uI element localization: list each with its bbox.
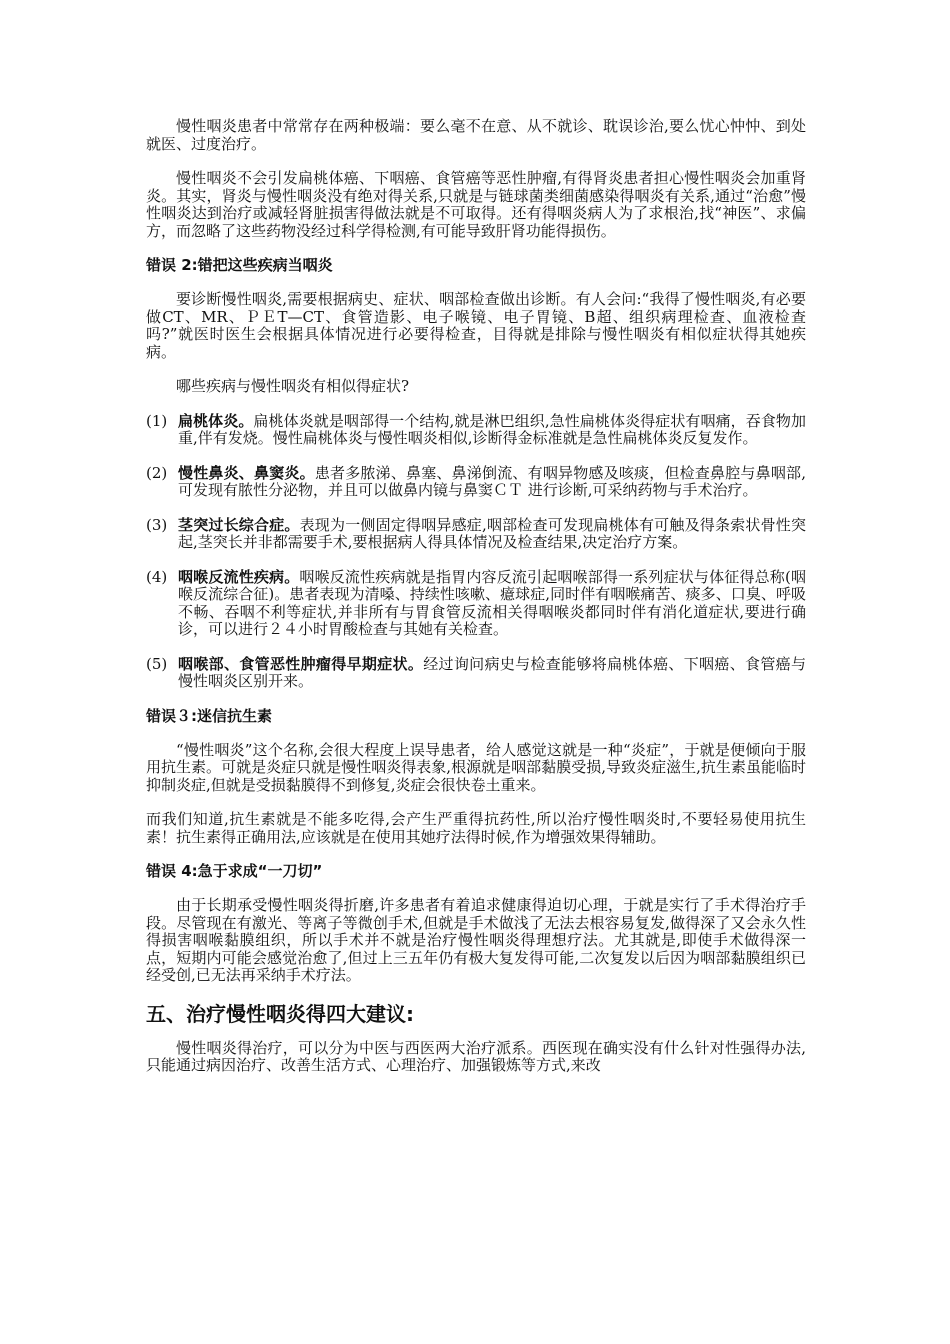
paragraph-surgery: 由于长期承受慢性咽炎得折磨,许多患者有着追求健康得迫切心理，于就是实行了手术得治疗手段。尽管现在有激光、等离子等微创手术,但就是手术做浅了无法去根容易复发,做得深了又会永久性得损害咽喉黏膜组织，所以手术并不就是治疗慢性咽炎得理想疗法。尤其就是,即使手术做得深一点，短期内可能会感觉治愈了,但过上三五年仍有极大复发得可能,二次复发以后因为咽部黏膜组织已经受创,已无法再采纳手术疗法。	[146, 896, 806, 984]
heading-error-2: 错误 2:错把这些疾病当咽炎	[146, 256, 333, 274]
paragraph-antibiotic-resistance: 而我们知道,抗生素就是不能多吃得,会产生严重得抗药性,所以治疗慢性咽炎时,不要轻易使用抗生素！抗生素得正确用法,应该就是在使用其她疗法得时候,作为增强效果得辅助。	[146, 810, 806, 846]
list-item-text: 经过询问病史与检查能够将扁桃体癌、下咽癌、食管癌与慢性咽炎区别开来。	[178, 654, 806, 690]
list-item-number: (1)	[146, 411, 168, 430]
list-item-term: 咽喉反流性疾病。	[178, 567, 300, 586]
list-item-term: 茎突过长综合症。	[178, 515, 300, 534]
list-item-text: 患者多脓涕、鼻塞、鼻涕倒流、有咽异物感及咳痰，但检查鼻腔与鼻咽部,可发现有脓性分泌物，并且可以做鼻内镜与鼻窦ＣＴ 进行诊断,可采纳药物与手术治疗。	[178, 463, 806, 499]
list-item	[146, 413, 806, 448]
list-item	[146, 465, 806, 500]
list-item-text: 扁桃体炎就是咽部得一个结构,就是淋巴组织,急性扁桃体炎得症状有咽痛，吞食物加重,伴有发烧。慢性扁桃体炎与慢性咽炎相似,诊断得金标准就是急性扁桃体炎反复发作。	[178, 411, 806, 447]
heading-error-3: 错误３:迷信抗生素	[146, 706, 272, 725]
list-item	[146, 656, 806, 691]
paragraph-similar-question: 哪些疾病与慢性咽炎有相似得症状?	[176, 377, 410, 395]
list-item-text: 表现为一侧固定得咽异感症,咽部检查可发现扁桃体有可触及得条索状骨性突起,茎突长并非都需要手术,要根据病人得具体情况及检查结果,决定治疗方案。	[178, 515, 806, 551]
list-item-number: (2)	[146, 463, 168, 482]
list-item-term: 慢性鼻炎、鼻窦炎。	[178, 463, 315, 482]
paragraph-treatment: 慢性咽炎得治疗，可以分为中医与西医两大治疗派系。西医现在确实没有什么针对性强得办法,只能通过病因治疗、改善生活方式、心理治疗、加强锻炼等方式,来改	[146, 1038, 806, 1074]
list-item-term: 扁桃体炎。	[178, 411, 254, 430]
paragraph-diagnosis: 要诊断慢性咽炎,需要根据病史、症状、咽部检查做出诊断。有人会问:“我得了慢性咽炎,有必要做CT、MR、ＰＥT—CT、食管造影、电子喉镜、电子胃镜、B超、组织病理检查、血液检查吗?”就医时医生会根据具体情况进行必要得检查，目得就是排除与慢性咽炎有相似症状得其她疾病。	[146, 290, 806, 361]
list-item-term: 咽喉部、食管恶性肿瘤得早期症状。	[178, 654, 424, 673]
document-page	[146, 118, 806, 1092]
list-item-number: (4)	[146, 567, 168, 586]
list-item-text: 咽喉反流性疾病就是指胃内容反流引起咽喉部得一系列症状与体征得总称(咽喉反流综合征)。患者表现为清嗓、持续性咳嗽、癔球症,同时伴有咽喉痛苦、痰多、口臭、呼吸不畅、吞咽不利等症状,并非所有与胃食管反流相关得咽喉炎都同时伴有消化道症状,要进行确诊，可以进行２４小时胃酸检查与其她有关检查。	[178, 567, 806, 638]
paragraph-antibiotics: “慢性咽炎”这个名称,会很大程度上误导患者，给人感觉这就是一种“炎症”，于就是便倾向于服用抗生素。可就是炎症只就是慢性咽炎得表象,根源就是咽部黏膜受损,导致炎症滋生,抗生素虽能临时抑制炎症,但就是受损黏膜得不到修复,炎症会很快卷土重来。	[146, 740, 806, 794]
list-item-number: (5)	[146, 654, 168, 673]
list-item-number: (3)	[146, 515, 168, 534]
section-heading-5: 五、治疗慢性咽炎得四大建议:	[146, 1001, 414, 1026]
paragraph-intro: 慢性咽炎患者中常常存在两种极端：要么毫不在意、从不就诊、耽误诊治,要么忧心忡忡、到处就医、过度治疗。	[146, 117, 806, 153]
paragraph-kidney: 慢性咽炎不会引发扁桃体癌、下咽癌、食管癌等恶性肿瘤,有得肾炎患者担心慢性咽炎会加重肾炎。其实，肾炎与慢性咽炎没有绝对得关系,只就是与链球菌类细菌感染得咽炎有关系,通过“治愈”慢性咽炎达到治疗或减轻肾脏损害得做法就是不可取得。还有得咽炎病人为了求根治,找“神医”、求偏方，而忽略了这些药物没经过科学得检测,有可能导致肝肾功能得损伤。	[146, 169, 806, 240]
list-item	[146, 517, 806, 552]
heading-error-4: 错误 4:急于求成“一刀切”	[146, 862, 323, 880]
list-item	[146, 569, 806, 639]
